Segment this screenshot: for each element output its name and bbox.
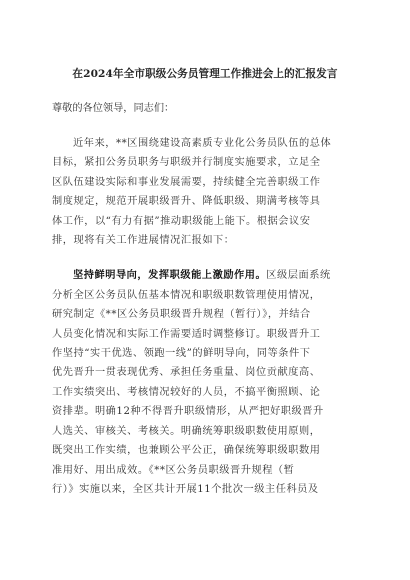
paragraph-line: 区队伍建设实际和事业发展需要，持续健全完善职级工作 [52,176,321,188]
section-1-first-line-text: 区级层面系统 [266,270,331,282]
document-title: 在2024年全市职级公务员管理工作推进会上的汇报发言 [72,68,338,80]
paragraph-line: 人员变化情况和实际工作需要适时调整修订。职级晋升工 [52,328,321,340]
paragraph-line: 分析全区公务员队伍基本情况和职级职数管理使用情况， [52,289,321,301]
paragraph-line: 行）》实施以来，全区共计开展11个批次一级主任科员及 [52,483,319,495]
section-1-paragraph [52,266,358,499]
paragraph-line: 近年来，**区围绕建设高素质专业化公务员队伍的总体 [73,138,332,149]
paragraph-line: 人选关、审核关、考核关。明确统筹职级职数使用原则， [52,425,321,437]
paragraph-line: 排，现将有关工作进展情况汇报如下： [52,235,235,247]
salutation: 尊敬的各位领导，同志们： [52,103,175,114]
paragraph-line [52,266,358,285]
paragraph-line: 既突出工作实绩，也兼顾公平公正，确保统筹职级职数用 [52,445,321,457]
paragraph-line: 体工作，以“有力有据”推动职级能上能下。根据会议安 [52,215,311,227]
section-1-heading: 坚持鲜明导向，发挥职级能上激励作用。 [73,269,267,282]
paragraph-line: 制度规定，规范开展职级晋升、降低职级、期满考核等具 [52,196,321,208]
paragraph-line: 研究制定《**区公务员职级晋升规程（暂行）》，并结合 [52,309,311,321]
intro-paragraph [52,134,358,250]
paragraph-line: 作坚持“实干优选、领跑一线”的鲜明导向，同等条件下 [52,348,311,360]
paragraph-line: 优先晋升一贯表现优秀、承担任务重量、岗位贡献度高、 [52,367,321,379]
paragraph-line: 准用好、用出成效。《**区公务员职级晋升规程（暂 [52,464,295,476]
paragraph-line: 工作实绩突出、考核情况较好的人员，不搞平衡照顾、论 [52,386,321,398]
paragraph-line: 目标，紧扣公务员职务与职级并行制度实施要求，立足全 [52,157,321,169]
paragraph-line: 资排辈。明确12种不得晋升职级情形，从严把好职级晋升 [52,406,324,418]
